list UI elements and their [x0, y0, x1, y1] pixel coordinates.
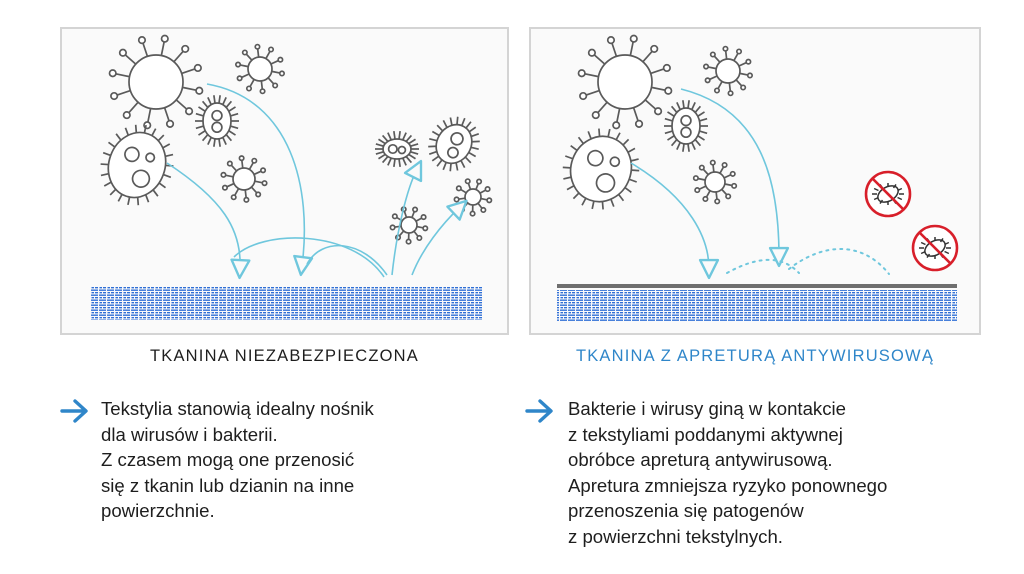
pathogen-group [551, 35, 752, 220]
description-line: z tekstyliami poddanymi aktywnej [568, 423, 843, 445]
bacterium-icon [664, 100, 708, 151]
description-line: przenoszenia się patogenów [568, 500, 804, 522]
description-line: obróbce apreturą antywirusową. [568, 449, 833, 471]
description-line: Apretura zmniejsza ryzyko ponownego [568, 474, 888, 496]
virus-icon [704, 47, 752, 96]
prohibited-viruses [866, 172, 957, 270]
no-virus-icon [913, 226, 957, 270]
description-line: Z czasem mogą one przenosić [101, 449, 355, 471]
untreated-fabric-description [101, 396, 374, 524]
virus-icon [109, 35, 202, 128]
bacterium-icon [418, 107, 489, 180]
arrow-right-icon [60, 399, 90, 423]
description-line: powierzchnie. [101, 500, 215, 522]
dotted-trails [727, 249, 889, 274]
virus-icon [578, 35, 671, 128]
virus-icon [454, 179, 491, 216]
untreated-fabric-diagram [62, 29, 509, 335]
pathogen-group [89, 35, 491, 243]
bacterium-icon [375, 131, 419, 167]
transfer-arrow [234, 238, 384, 277]
virus-icon [694, 160, 737, 203]
illustration-antiviral-fabric [529, 27, 981, 335]
untreated-fabric-caption: TKANINA NIEZABEZPIECZONA [149, 347, 419, 365]
bacterium-icon [551, 118, 650, 220]
description-line: Bakterie i wirusy giną w kontakcie [568, 398, 846, 419]
illustration-untreated-fabric [60, 27, 509, 335]
antiviral-fabric-caption: TKANINA Z APRETURĄ ANTYWIRUSOWĄ [575, 347, 935, 365]
no-virus-icon [866, 172, 910, 216]
description-line: z powierzchni tekstylnych. [568, 525, 783, 547]
description-line: się z tkanin lub dzianin na inne [101, 474, 355, 496]
virus-icon [390, 207, 427, 244]
virus-icon [236, 45, 284, 94]
fabric-weave [557, 290, 957, 322]
fabric-weave [90, 287, 483, 320]
protective-coating-layer [557, 284, 957, 288]
description-line: Tekstylia stanowią idealny nośnik [101, 398, 374, 419]
description-line: dla wirusów i bakterii. [101, 423, 278, 445]
transfer-arrow [307, 246, 387, 275]
antiviral-fabric-description [568, 396, 887, 550]
transfer-arrow [167, 163, 240, 269]
virus-icon [221, 156, 266, 202]
arrow-right-icon [525, 399, 555, 423]
antiviral-fabric-diagram [531, 29, 981, 335]
bacterium-icon [195, 95, 239, 146]
